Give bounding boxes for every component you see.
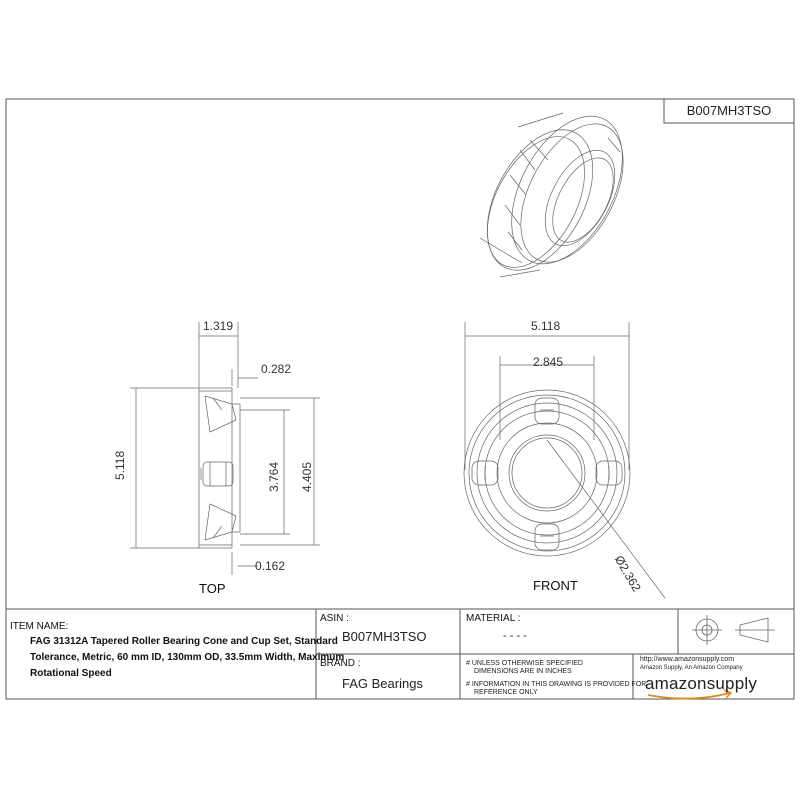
item-name-label: ITEM NAME: [10,621,69,632]
dim-front-od: 5.118 [531,319,561,333]
dim-top-bottom: 0.162 [255,559,286,573]
dim-top-outer-height: 5.118 [113,450,127,480]
note-line-4: REFERENCE ONLY [474,689,538,696]
logo-amazon-text: amazon [645,674,707,693]
item-name-line-3: Rotational Speed [30,668,112,679]
dim-top-cup: 0.282 [261,362,292,376]
item-name-line-1: FAG 31312A Tapered Roller Bearing Cone and Cup Set, Standard [30,636,338,647]
view-label-front: FRONT [533,578,578,593]
material-label: MATERIAL : [466,613,521,624]
asin-label: ASIN : [320,613,349,624]
isometric-view [465,98,645,288]
view-label-top: TOP [199,581,226,596]
company-url[interactable]: http://www.amazonsupply.com [640,656,735,663]
projection-symbol [692,615,775,645]
asin-value: B007MH3TSO [342,629,427,644]
note-line-1: # UNLESS OTHERWISE SPECIFIED [466,660,583,667]
part-number-header: B007MH3TSO [686,103,772,118]
note-line-3: # INFORMATION IN THIS DRAWING IS PROVIDED FOR [466,681,647,688]
dim-top-width: 1.319 [203,319,234,333]
material-value: - - - - [503,630,527,642]
dim-front-dia: Ø2.362 [611,553,644,595]
top-view [130,322,320,575]
dim-front-id: 2.845 [533,355,564,369]
brand-value: FAG Bearings [342,676,423,691]
company-tagline: Amazon Supply, An Amazon Company [640,665,743,671]
dim-top-mid: 4.405 [300,461,314,492]
front-view [464,322,665,598]
item-name-line-2: Tolerance, Metric, 60 mm ID, 130mm OD, 33.5mm Width, Maximum [30,652,345,663]
logo-supply-text: supply [706,674,758,693]
dim-top-inner: 3.764 [267,461,281,492]
amazon-supply-logo [645,674,757,694]
brand-label: BRAND : [320,658,361,669]
note-line-2: DIMENSIONS ARE IN INCHES [474,668,572,675]
